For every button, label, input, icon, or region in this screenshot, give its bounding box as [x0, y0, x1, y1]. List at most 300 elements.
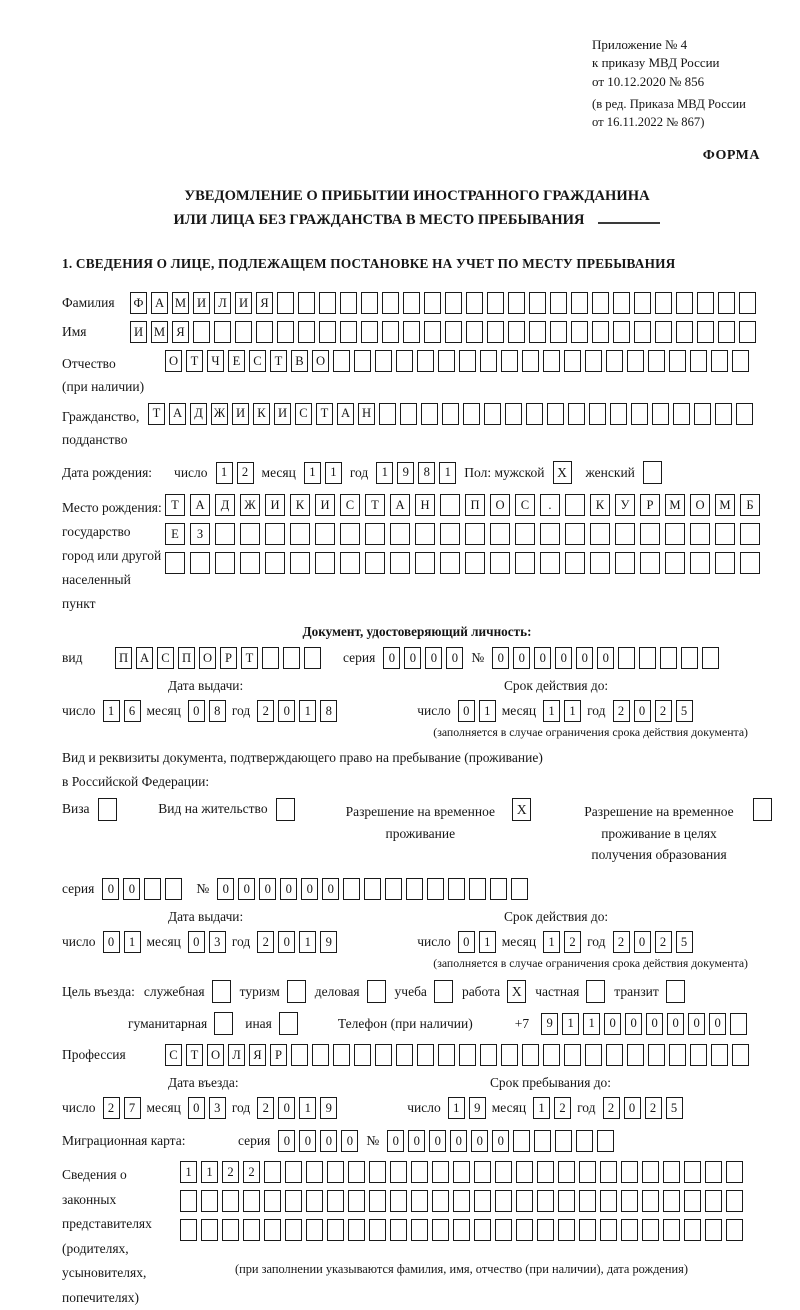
char-cell[interactable]: 1	[299, 1097, 316, 1119]
char-cell[interactable]	[411, 1161, 428, 1183]
char-cell[interactable]: 1	[201, 1161, 218, 1183]
char-cell[interactable]	[484, 403, 501, 425]
char-cell[interactable]	[327, 1219, 344, 1241]
char-cell[interactable]	[642, 1161, 659, 1183]
char-cell[interactable]	[600, 1219, 617, 1241]
char-cell[interactable]: 0	[446, 647, 463, 669]
char-cell[interactable]	[516, 1219, 533, 1241]
purpose-transit-checkbox[interactable]	[666, 980, 685, 1003]
char-cell[interactable]: 0	[634, 931, 651, 953]
char-cell[interactable]	[648, 350, 665, 372]
char-cell[interactable]: 0	[322, 878, 339, 900]
char-cell[interactable]	[487, 321, 504, 343]
char-cell[interactable]: Я	[256, 292, 273, 314]
char-cell[interactable]: И	[315, 494, 335, 516]
char-cell[interactable]	[265, 552, 285, 574]
char-cell[interactable]: Ф	[130, 292, 147, 314]
char-cell[interactable]: 2	[257, 1097, 274, 1119]
char-cell[interactable]: 9	[397, 462, 414, 484]
char-cell[interactable]	[465, 523, 485, 545]
char-cell[interactable]	[705, 1161, 722, 1183]
char-cell[interactable]: И	[130, 321, 147, 343]
char-cell[interactable]	[592, 292, 609, 314]
char-cell[interactable]	[606, 1044, 623, 1066]
char-cell[interactable]	[639, 647, 656, 669]
char-cell[interactable]: Я	[172, 321, 189, 343]
char-cell[interactable]	[697, 321, 714, 343]
char-cell[interactable]	[480, 1044, 497, 1066]
char-cell[interactable]	[655, 321, 672, 343]
char-cell[interactable]	[540, 523, 560, 545]
char-cell[interactable]: М	[715, 494, 735, 516]
char-cell[interactable]	[180, 1190, 197, 1212]
char-cell[interactable]: 0	[625, 1013, 642, 1035]
char-cell[interactable]	[262, 647, 279, 669]
char-cell[interactable]	[540, 552, 560, 574]
char-cell[interactable]: А	[190, 494, 210, 516]
char-cell[interactable]	[396, 1044, 413, 1066]
char-cell[interactable]	[621, 1219, 638, 1241]
char-cell[interactable]: В	[291, 350, 308, 372]
char-cell[interactable]: Т	[316, 403, 333, 425]
char-cell[interactable]	[663, 1161, 680, 1183]
char-cell[interactable]	[690, 523, 710, 545]
char-cell[interactable]	[290, 523, 310, 545]
char-cell[interactable]	[298, 292, 315, 314]
char-cell[interactable]	[508, 321, 525, 343]
char-cell[interactable]	[495, 1161, 512, 1183]
char-cell[interactable]	[673, 403, 690, 425]
char-cell[interactable]	[565, 494, 585, 516]
char-cell[interactable]	[564, 350, 581, 372]
char-cell[interactable]: 2	[613, 700, 630, 722]
char-cell[interactable]: 0	[259, 878, 276, 900]
char-cell[interactable]	[642, 1219, 659, 1241]
char-cell[interactable]: К	[590, 494, 610, 516]
char-cell[interactable]: П	[115, 647, 132, 669]
char-cell[interactable]: О	[207, 1044, 224, 1066]
char-cell[interactable]	[390, 1161, 407, 1183]
char-cell[interactable]: 0	[667, 1013, 684, 1035]
char-cell[interactable]	[516, 1161, 533, 1183]
char-cell[interactable]	[543, 1044, 560, 1066]
char-cell[interactable]: Р	[220, 647, 237, 669]
char-cell[interactable]	[285, 1161, 302, 1183]
char-cell[interactable]: 0	[188, 931, 205, 953]
char-cell[interactable]	[613, 292, 630, 314]
char-cell[interactable]: 3	[209, 931, 226, 953]
char-cell[interactable]: 0	[320, 1130, 337, 1152]
char-cell[interactable]: 2	[603, 1097, 620, 1119]
char-cell[interactable]	[621, 1161, 638, 1183]
char-cell[interactable]	[529, 321, 546, 343]
char-cell[interactable]	[576, 1130, 593, 1152]
char-cell[interactable]	[144, 878, 161, 900]
char-cell[interactable]: 9	[320, 1097, 337, 1119]
char-cell[interactable]	[490, 523, 510, 545]
char-cell[interactable]: М	[665, 494, 685, 516]
char-cell[interactable]	[417, 350, 434, 372]
char-cell[interactable]: 1	[564, 700, 581, 722]
char-cell[interactable]	[543, 350, 560, 372]
char-cell[interactable]	[215, 552, 235, 574]
char-cell[interactable]: .	[540, 494, 560, 516]
char-cell[interactable]: 9	[320, 931, 337, 953]
char-cell[interactable]	[465, 552, 485, 574]
char-cell[interactable]	[684, 1219, 701, 1241]
char-cell[interactable]	[354, 350, 371, 372]
char-cell[interactable]	[681, 647, 698, 669]
char-cell[interactable]	[193, 321, 210, 343]
char-cell[interactable]	[555, 1130, 572, 1152]
char-cell[interactable]	[348, 1190, 365, 1212]
char-cell[interactable]: С	[295, 403, 312, 425]
char-cell[interactable]	[417, 1044, 434, 1066]
char-cell[interactable]	[627, 1044, 644, 1066]
char-cell[interactable]: С	[165, 1044, 182, 1066]
char-cell[interactable]	[665, 523, 685, 545]
char-cell[interactable]	[222, 1190, 239, 1212]
char-cell[interactable]	[655, 292, 672, 314]
purpose-humanitarian-checkbox[interactable]	[214, 1012, 233, 1035]
char-cell[interactable]	[333, 1044, 350, 1066]
char-cell[interactable]: 1	[325, 462, 342, 484]
char-cell[interactable]: 5	[676, 700, 693, 722]
char-cell[interactable]	[676, 321, 693, 343]
char-cell[interactable]	[256, 321, 273, 343]
char-cell[interactable]: П	[178, 647, 195, 669]
char-cell[interactable]: К	[253, 403, 270, 425]
char-cell[interactable]	[442, 403, 459, 425]
char-cell[interactable]: 1	[180, 1161, 197, 1183]
char-cell[interactable]: О	[165, 350, 182, 372]
char-cell[interactable]	[375, 1044, 392, 1066]
char-cell[interactable]	[634, 321, 651, 343]
char-cell[interactable]: Т	[186, 350, 203, 372]
char-cell[interactable]: 0	[188, 1097, 205, 1119]
char-cell[interactable]: 0	[301, 878, 318, 900]
char-cell[interactable]	[190, 552, 210, 574]
char-cell[interactable]: 2	[103, 1097, 120, 1119]
char-cell[interactable]	[453, 1161, 470, 1183]
char-cell[interactable]	[277, 321, 294, 343]
char-cell[interactable]: 1	[304, 462, 321, 484]
char-cell[interactable]: 0	[280, 878, 297, 900]
char-cell[interactable]	[448, 878, 465, 900]
char-cell[interactable]	[243, 1190, 260, 1212]
char-cell[interactable]: Б	[740, 494, 760, 516]
char-cell[interactable]	[739, 321, 756, 343]
char-cell[interactable]	[495, 1190, 512, 1212]
char-cell[interactable]: 0	[103, 931, 120, 953]
char-cell[interactable]: 0	[408, 1130, 425, 1152]
char-cell[interactable]	[684, 1190, 701, 1212]
char-cell[interactable]: А	[390, 494, 410, 516]
char-cell[interactable]	[390, 552, 410, 574]
char-cell[interactable]	[600, 1190, 617, 1212]
char-cell[interactable]: 1	[299, 700, 316, 722]
char-cell[interactable]	[432, 1161, 449, 1183]
char-cell[interactable]: 0	[492, 1130, 509, 1152]
purpose-study-checkbox[interactable]	[434, 980, 453, 1003]
char-cell[interactable]	[684, 1161, 701, 1183]
char-cell[interactable]	[369, 1219, 386, 1241]
purpose-tourism-checkbox[interactable]	[287, 980, 306, 1003]
char-cell[interactable]: А	[337, 403, 354, 425]
char-cell[interactable]	[432, 1219, 449, 1241]
char-cell[interactable]	[571, 321, 588, 343]
purpose-work-checkbox[interactable]: X	[507, 980, 526, 1003]
char-cell[interactable]	[508, 292, 525, 314]
char-cell[interactable]: Т	[186, 1044, 203, 1066]
char-cell[interactable]	[421, 403, 438, 425]
char-cell[interactable]: 0	[429, 1130, 446, 1152]
char-cell[interactable]: 2	[613, 931, 630, 953]
char-cell[interactable]: 8	[209, 700, 226, 722]
char-cell[interactable]: Р	[640, 494, 660, 516]
char-cell[interactable]: Ж	[211, 403, 228, 425]
char-cell[interactable]	[615, 552, 635, 574]
char-cell[interactable]	[340, 321, 357, 343]
char-cell[interactable]	[445, 321, 462, 343]
char-cell[interactable]: 2	[655, 700, 672, 722]
char-cell[interactable]: 0	[238, 878, 255, 900]
char-cell[interactable]: 0	[513, 647, 530, 669]
char-cell[interactable]	[445, 292, 462, 314]
char-cell[interactable]: И	[265, 494, 285, 516]
char-cell[interactable]	[487, 292, 504, 314]
char-cell[interactable]	[474, 1190, 491, 1212]
char-cell[interactable]: Д	[215, 494, 235, 516]
char-cell[interactable]	[340, 523, 360, 545]
char-cell[interactable]: 2	[257, 931, 274, 953]
char-cell[interactable]	[558, 1219, 575, 1241]
char-cell[interactable]: 0	[299, 1130, 316, 1152]
char-cell[interactable]	[550, 292, 567, 314]
char-cell[interactable]: 0	[188, 700, 205, 722]
char-cell[interactable]: 1	[583, 1013, 600, 1035]
char-cell[interactable]	[490, 878, 507, 900]
char-cell[interactable]	[235, 321, 252, 343]
char-cell[interactable]	[265, 523, 285, 545]
char-cell[interactable]	[312, 1044, 329, 1066]
char-cell[interactable]: 1	[479, 700, 496, 722]
char-cell[interactable]	[736, 403, 753, 425]
char-cell[interactable]	[343, 878, 360, 900]
char-cell[interactable]	[505, 403, 522, 425]
char-cell[interactable]	[354, 1044, 371, 1066]
char-cell[interactable]	[424, 321, 441, 343]
char-cell[interactable]	[490, 552, 510, 574]
char-cell[interactable]	[264, 1161, 281, 1183]
char-cell[interactable]: Е	[228, 350, 245, 372]
char-cell[interactable]: 0	[597, 647, 614, 669]
char-cell[interactable]	[715, 552, 735, 574]
char-cell[interactable]	[718, 321, 735, 343]
char-cell[interactable]: 0	[709, 1013, 726, 1035]
char-cell[interactable]: 5	[666, 1097, 683, 1119]
char-cell[interactable]	[415, 552, 435, 574]
char-cell[interactable]: 0	[634, 700, 651, 722]
char-cell[interactable]	[515, 552, 535, 574]
char-cell[interactable]: Т	[165, 494, 185, 516]
char-cell[interactable]	[534, 1130, 551, 1152]
char-cell[interactable]	[438, 350, 455, 372]
male-checkbox[interactable]: X	[553, 461, 572, 484]
char-cell[interactable]	[702, 647, 719, 669]
char-cell[interactable]: 0	[624, 1097, 641, 1119]
char-cell[interactable]: Л	[214, 292, 231, 314]
char-cell[interactable]	[564, 1044, 581, 1066]
char-cell[interactable]	[739, 292, 756, 314]
char-cell[interactable]: У	[615, 494, 635, 516]
char-cell[interactable]	[515, 523, 535, 545]
char-cell[interactable]	[511, 878, 528, 900]
temp-residence-education-checkbox[interactable]	[753, 798, 772, 821]
char-cell[interactable]: Р	[270, 1044, 287, 1066]
char-cell[interactable]: Ч	[207, 350, 224, 372]
char-cell[interactable]	[348, 1161, 365, 1183]
char-cell[interactable]: 0	[555, 647, 572, 669]
char-cell[interactable]	[369, 1161, 386, 1183]
char-cell[interactable]: 0	[383, 647, 400, 669]
char-cell[interactable]	[364, 878, 381, 900]
char-cell[interactable]: 0	[492, 647, 509, 669]
char-cell[interactable]	[705, 1219, 722, 1241]
char-cell[interactable]	[526, 403, 543, 425]
char-cell[interactable]: 8	[320, 700, 337, 722]
char-cell[interactable]	[663, 1219, 680, 1241]
char-cell[interactable]: 2	[564, 931, 581, 953]
char-cell[interactable]: 9	[541, 1013, 558, 1035]
char-cell[interactable]: 0	[123, 878, 140, 900]
char-cell[interactable]	[396, 350, 413, 372]
char-cell[interactable]: 0	[458, 700, 475, 722]
char-cell[interactable]: З	[190, 523, 210, 545]
char-cell[interactable]	[631, 403, 648, 425]
char-cell[interactable]	[369, 1190, 386, 1212]
char-cell[interactable]: 1	[103, 700, 120, 722]
char-cell[interactable]: 1	[299, 931, 316, 953]
char-cell[interactable]	[640, 552, 660, 574]
char-cell[interactable]	[529, 292, 546, 314]
char-cell[interactable]	[466, 321, 483, 343]
char-cell[interactable]: 0	[387, 1130, 404, 1152]
char-cell[interactable]: С	[340, 494, 360, 516]
char-cell[interactable]	[201, 1219, 218, 1241]
char-cell[interactable]	[618, 647, 635, 669]
char-cell[interactable]	[385, 878, 402, 900]
char-cell[interactable]	[516, 1190, 533, 1212]
char-cell[interactable]	[571, 292, 588, 314]
char-cell[interactable]	[459, 1044, 476, 1066]
char-cell[interactable]	[340, 552, 360, 574]
char-cell[interactable]	[474, 1219, 491, 1241]
char-cell[interactable]	[382, 321, 399, 343]
char-cell[interactable]	[283, 647, 300, 669]
char-cell[interactable]	[663, 1190, 680, 1212]
char-cell[interactable]	[165, 552, 185, 574]
char-cell[interactable]: О	[199, 647, 216, 669]
char-cell[interactable]: А	[151, 292, 168, 314]
purpose-official-checkbox[interactable]	[212, 980, 231, 1003]
char-cell[interactable]	[432, 1190, 449, 1212]
char-cell[interactable]	[592, 321, 609, 343]
char-cell[interactable]: 7	[124, 1097, 141, 1119]
char-cell[interactable]	[590, 523, 610, 545]
char-cell[interactable]	[201, 1190, 218, 1212]
char-cell[interactable]	[501, 350, 518, 372]
char-cell[interactable]	[615, 523, 635, 545]
char-cell[interactable]	[285, 1190, 302, 1212]
char-cell[interactable]	[715, 403, 732, 425]
char-cell[interactable]	[547, 403, 564, 425]
char-cell[interactable]	[365, 552, 385, 574]
char-cell[interactable]: 3	[209, 1097, 226, 1119]
char-cell[interactable]	[621, 1190, 638, 1212]
char-cell[interactable]	[730, 1013, 747, 1035]
char-cell[interactable]: 0	[102, 878, 119, 900]
char-cell[interactable]	[579, 1161, 596, 1183]
char-cell[interactable]	[427, 878, 444, 900]
char-cell[interactable]	[718, 292, 735, 314]
char-cell[interactable]	[290, 552, 310, 574]
char-cell[interactable]	[240, 552, 260, 574]
char-cell[interactable]	[558, 1190, 575, 1212]
char-cell[interactable]	[453, 1219, 470, 1241]
female-checkbox[interactable]	[643, 461, 662, 484]
char-cell[interactable]	[711, 350, 728, 372]
char-cell[interactable]: Л	[228, 1044, 245, 1066]
char-cell[interactable]	[390, 523, 410, 545]
char-cell[interactable]	[411, 1219, 428, 1241]
char-cell[interactable]	[365, 523, 385, 545]
char-cell[interactable]: 0	[404, 647, 421, 669]
char-cell[interactable]	[480, 350, 497, 372]
char-cell[interactable]	[694, 403, 711, 425]
char-cell[interactable]: Т	[270, 350, 287, 372]
char-cell[interactable]	[726, 1219, 743, 1241]
char-cell[interactable]: С	[515, 494, 535, 516]
char-cell[interactable]: 0	[278, 931, 295, 953]
char-cell[interactable]: 1	[439, 462, 456, 484]
char-cell[interactable]	[264, 1219, 281, 1241]
char-cell[interactable]	[669, 1044, 686, 1066]
char-cell[interactable]	[705, 1190, 722, 1212]
char-cell[interactable]	[579, 1219, 596, 1241]
char-cell[interactable]	[558, 1161, 575, 1183]
char-cell[interactable]: П	[465, 494, 485, 516]
char-cell[interactable]: 1	[448, 1097, 465, 1119]
char-cell[interactable]	[740, 552, 760, 574]
char-cell[interactable]: 2	[645, 1097, 662, 1119]
char-cell[interactable]	[579, 1190, 596, 1212]
char-cell[interactable]	[568, 403, 585, 425]
char-cell[interactable]: 1	[543, 931, 560, 953]
char-cell[interactable]	[379, 403, 396, 425]
char-cell[interactable]	[304, 647, 321, 669]
char-cell[interactable]	[690, 552, 710, 574]
char-cell[interactable]: А	[136, 647, 153, 669]
char-cell[interactable]	[463, 403, 480, 425]
char-cell[interactable]	[590, 552, 610, 574]
char-cell[interactable]	[348, 1219, 365, 1241]
char-cell[interactable]: К	[290, 494, 310, 516]
char-cell[interactable]	[222, 1219, 239, 1241]
residence-permit-checkbox[interactable]	[276, 798, 295, 821]
char-cell[interactable]: Е	[165, 523, 185, 545]
char-cell[interactable]: Я	[249, 1044, 266, 1066]
